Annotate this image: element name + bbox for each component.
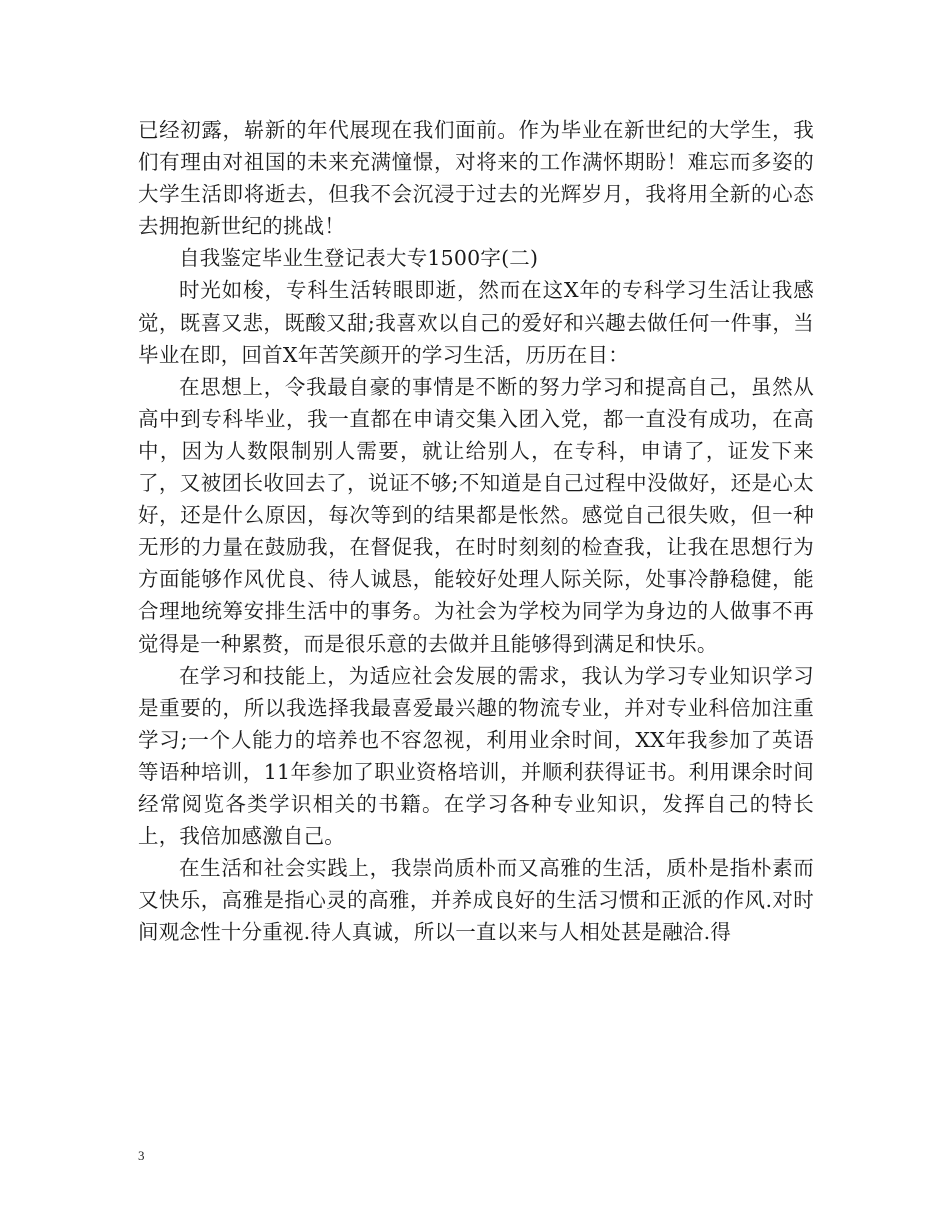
page-number: 3 <box>138 1148 145 1163</box>
document-body <box>138 114 814 948</box>
paragraph-study: 在学习和技能上，为适应社会发展的需求，我认为学习专业知识学习是重要的，所以我选择我最喜爱最兴趣的物流专业，并对专业科倍加注重学习;一个人能力的培养也不容忽视，利用业余时间，XX年我参加了英语等语种培训，11年参加了职业资格培训，并顺利获得证书。利用课余时间经常阅览各类学识相关的书籍。在学习各种专业知识，发挥自己的特长上，我倍加感激自己。 <box>138 663 814 849</box>
paragraph-intro: 时光如梭，专科生活转眼即逝，然而在这X年的专科学习生活让我感觉，既喜又悲，既酸又甜;我喜欢以自己的爱好和兴趣去做任何一件事，当毕业在即，回首X年苦笑颜开的学习生活，历历在目： <box>138 278 814 367</box>
paragraph-continuation: 已经初露，崭新的年代展现在我们面前。作为毕业在新世纪的大学生，我们有理由对祖国的未来充满憧憬，对将来的工作满怀期盼！难忘而多姿的大学生活即将逝去，但我不会沉浸于过去的光辉岁月，我将用全新的心态去拥抱新世纪的挑战！ <box>138 118 814 239</box>
paragraph-life: 在生活和社会实践上，我崇尚质朴而又高雅的生活，质朴是指朴素而又快乐，高雅是指心灵的高雅，并养成良好的生活习惯和正派的作风.对时间观念性十分重视.待人真诚，所以一直以来与人相处甚是融洽.得 <box>138 856 814 945</box>
paragraph-thought: 在思想上，令我最自豪的事情是不断的努力学习和提高自己，虽然从高中到专科毕业，我一直都在申请交集入团入党，都一直没有成功，在高中，因为人数限制别人需要，就让给别人，在专科，申请了，证发下来了，又被团长收回去了，说证不够;不知道是自己过程中没做好，还是心太好，还是什么原因，每次等到的结果都是怅然。感觉自己很失败，但一种无形的力量在鼓励我，在督促我，在时时刻刻的检查我，让我在思想行为方面能够作风优良、待人诚恳，能较好处理人际关际，处事冷静稳健，能合理地统筹安排生活中的事务。为社会为学校为同学为身边的人做事不再觉得是一种累赘，而是很乐意的去做并且能够得到满足和快乐。 <box>138 374 814 656</box>
section-heading: 自我鉴定毕业生登记表大专1500字(二) <box>179 246 539 271</box>
